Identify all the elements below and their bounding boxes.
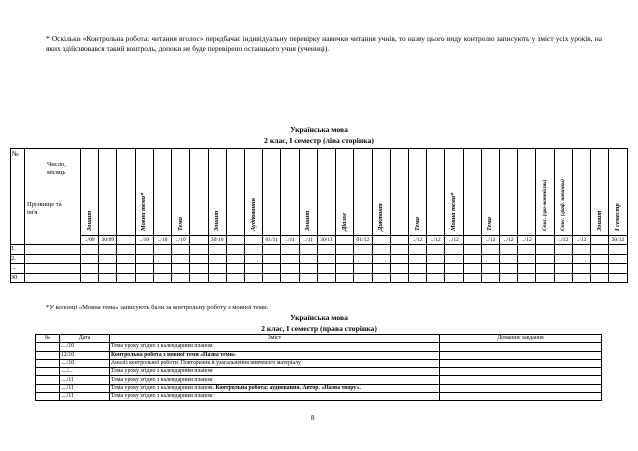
lesson-plan-table <box>35 334 602 401</box>
grade-cell[interactable] <box>572 254 590 264</box>
grade-cell[interactable] <box>317 245 335 255</box>
plan-homework-cell <box>440 343 602 351</box>
date-cell <box>463 236 481 245</box>
grade-cell[interactable] <box>609 245 627 255</box>
plan-homework-cell <box>440 359 602 367</box>
grade-cell[interactable] <box>263 273 281 283</box>
grid-column-header <box>117 149 135 236</box>
grade-cell[interactable] <box>463 245 481 255</box>
plan-row <box>36 343 602 351</box>
grade-cell[interactable] <box>463 264 481 274</box>
date-cell: ../12 <box>554 236 572 245</box>
grade-cell[interactable] <box>299 273 317 283</box>
grade-cell[interactable] <box>317 273 335 283</box>
grade-cell[interactable] <box>572 245 590 255</box>
date-cell <box>117 236 135 245</box>
plan-no-cell <box>36 368 60 376</box>
plan-row <box>36 359 602 367</box>
grid-column-header <box>445 149 463 236</box>
row-number: 2. <box>11 254 25 264</box>
grade-cell[interactable] <box>172 264 190 274</box>
grade-cell[interactable] <box>481 254 499 264</box>
date-cell: ../10 <box>153 236 171 245</box>
grade-cell[interactable] <box>226 264 244 274</box>
grid-label-header <box>25 149 81 245</box>
grade-cell[interactable] <box>445 273 463 283</box>
plan-homework-cell <box>440 384 602 392</box>
grade-cell[interactable] <box>263 254 281 264</box>
grade-cell[interactable] <box>81 273 99 283</box>
grade-cell[interactable] <box>99 254 117 264</box>
plan-content-text: Контрольна робота з мовної теми «Назва теми» <box>111 351 236 358</box>
row-number: ... <box>11 264 25 274</box>
plan-date-cell: ..../11 <box>60 393 110 401</box>
grade-cell[interactable] <box>390 254 408 264</box>
plan-content-extra: Контрольна робота: аудіювання. Автор. «Назва твору». <box>215 384 361 391</box>
grade-cell[interactable] <box>135 264 153 274</box>
grade-cell[interactable] <box>354 273 372 283</box>
grade-cell[interactable] <box>317 264 335 274</box>
student-row <box>11 254 628 264</box>
grade-cell[interactable] <box>81 264 99 274</box>
plan-content-cell <box>110 368 440 376</box>
grade-cell[interactable] <box>244 245 262 255</box>
date-cell: ../12 <box>500 236 518 245</box>
grid-column-header <box>281 149 299 236</box>
grade-cell[interactable] <box>463 273 481 283</box>
grade-cell[interactable] <box>208 254 226 264</box>
date-cell: ../12 <box>427 236 445 245</box>
grade-cell[interactable] <box>354 245 372 255</box>
top-note: * Оскільки «Контрольна робота: читання вголос» передбачає індивідуальну перевірку навички читання учнів, то назву цього виду контролю записують у зміст усіх уроків, на яких здійснювався такий контроль, допоки не буде перевірено останнього учня (учениці). <box>46 34 602 53</box>
date-cell <box>226 236 244 245</box>
date-cell: ../12 <box>481 236 499 245</box>
plan-row <box>36 376 602 384</box>
grade-cell[interactable] <box>372 254 390 264</box>
plan-date-cell: ..../11 <box>60 384 110 392</box>
student-name-cell[interactable] <box>25 254 81 264</box>
grade-cell[interactable] <box>299 245 317 255</box>
grade-cell[interactable] <box>445 245 463 255</box>
grid-column-header <box>500 149 518 236</box>
plan-content-cell <box>110 376 440 384</box>
date-cell: ../10 <box>135 236 153 245</box>
grid-column-header <box>518 149 536 236</box>
grid-column-header <box>81 149 99 236</box>
grade-cell[interactable] <box>135 254 153 264</box>
grade-cell[interactable] <box>536 273 554 283</box>
plan-no-cell <box>36 384 60 392</box>
grade-cell[interactable] <box>354 254 372 264</box>
left-page-subtitle: 2 клас, I семестр (ліва сторінка) <box>264 136 374 145</box>
plan-content-cell <box>110 393 440 401</box>
grade-cell[interactable] <box>481 245 499 255</box>
column-label: Спис. (граф. навички) <box>560 179 567 231</box>
column-label: Мовна тема* <box>140 192 148 231</box>
plan-date-cell: ..../10 <box>60 359 110 367</box>
plan-homework-cell <box>440 351 602 359</box>
plan-content-cell <box>110 384 440 392</box>
grade-cell[interactable] <box>281 245 299 255</box>
grade-cell[interactable] <box>372 273 390 283</box>
date-label: Число, місяць <box>47 161 66 176</box>
grid-column-header <box>591 149 609 236</box>
date-cell: 30/10 <box>208 236 226 245</box>
column-label: Спис. (гра-мотність) <box>542 179 549 231</box>
date-cell: ../12 <box>518 236 536 245</box>
grade-cell[interactable] <box>117 245 135 255</box>
grid-column-header <box>208 149 226 236</box>
grade-cell[interactable] <box>427 254 445 264</box>
plan-content-text: Тема уроку згідно з календарним планом. <box>111 384 214 391</box>
grid-column-header <box>244 149 262 236</box>
plan-date-cell: ..../... <box>60 368 110 376</box>
plan-no-cell <box>36 343 60 351</box>
date-cell <box>591 236 609 245</box>
grade-cell[interactable] <box>445 264 463 274</box>
plan-header-no: № <box>36 335 60 343</box>
plan-content-text: Тема уроку згідно з календарним планом <box>111 376 213 383</box>
grade-cell[interactable] <box>463 254 481 264</box>
grid-column-header <box>135 149 153 236</box>
column-label: I семестр <box>613 203 621 231</box>
student-name-cell[interactable] <box>25 245 81 255</box>
plan-content-text: Тема уроку згідно з календарним планом <box>111 393 213 400</box>
grade-cell[interactable] <box>208 273 226 283</box>
grade-cell[interactable] <box>317 254 335 264</box>
grade-cell[interactable] <box>135 273 153 283</box>
student-name-cell[interactable] <box>25 264 81 274</box>
grid-column-header <box>317 149 335 236</box>
grade-cell[interactable] <box>609 264 627 274</box>
grade-cell[interactable] <box>572 264 590 274</box>
column-label: Діалог <box>340 212 348 231</box>
student-name-cell[interactable] <box>25 273 81 283</box>
grade-cell[interactable] <box>408 264 426 274</box>
grade-cell[interactable] <box>408 245 426 255</box>
grid-column-header <box>408 149 426 236</box>
date-cell: ../12 <box>572 236 590 245</box>
column-label: Мовна тема* <box>449 192 457 231</box>
grade-cell[interactable] <box>336 273 354 283</box>
plan-header-homework: Домашнє завдання <box>440 335 602 343</box>
grid-column-header <box>299 149 317 236</box>
grid-column-header <box>609 149 627 236</box>
grade-cell[interactable] <box>591 264 609 274</box>
grade-cell[interactable] <box>299 254 317 264</box>
grid-header-row <box>11 149 628 236</box>
grade-cell[interactable] <box>226 273 244 283</box>
plan-content-cell <box>110 359 440 367</box>
plan-homework-cell <box>440 393 602 401</box>
plan-header-content: Зміст <box>110 335 440 343</box>
grade-cell[interactable] <box>390 245 408 255</box>
date-cell: 01/11 <box>263 236 281 245</box>
grade-cell[interactable] <box>281 273 299 283</box>
grid-column-header <box>572 149 590 236</box>
grade-cell[interactable] <box>153 273 171 283</box>
grade-cell[interactable] <box>390 264 408 274</box>
grade-cell[interactable] <box>372 264 390 274</box>
grade-cell[interactable] <box>153 264 171 274</box>
grade-cell[interactable] <box>518 254 536 264</box>
plan-header-date: Дата <box>60 335 110 343</box>
grade-cell[interactable] <box>572 273 590 283</box>
grade-cell[interactable] <box>554 254 572 264</box>
grid-no-header <box>11 149 25 245</box>
grade-cell[interactable] <box>117 254 135 264</box>
grid-column-header <box>190 149 208 236</box>
column-label: Тема <box>486 217 494 231</box>
journal-grid <box>10 148 628 283</box>
grade-cell[interactable] <box>190 245 208 255</box>
date-cell: 30/09 <box>99 236 117 245</box>
plan-row <box>36 393 602 401</box>
plan-row <box>36 351 602 359</box>
grade-cell[interactable] <box>408 273 426 283</box>
grade-cell[interactable] <box>518 264 536 274</box>
plan-header-row <box>36 335 602 343</box>
grade-cell[interactable] <box>591 245 609 255</box>
grade-cell[interactable] <box>172 273 190 283</box>
grid-column-header <box>336 149 354 236</box>
grade-cell[interactable] <box>609 273 627 283</box>
grid-column-header <box>481 149 499 236</box>
grade-cell[interactable] <box>117 264 135 274</box>
plan-no-cell <box>36 351 60 359</box>
grade-cell[interactable] <box>372 245 390 255</box>
grade-cell[interactable] <box>408 254 426 264</box>
student-row <box>11 264 628 274</box>
grade-cell[interactable] <box>99 245 117 255</box>
name-label: Прізвище та ім'я <box>27 201 62 216</box>
grade-cell[interactable] <box>500 264 518 274</box>
grade-cell[interactable] <box>354 264 372 274</box>
right-page-subject: Українська мова <box>290 313 348 322</box>
date-cell <box>536 236 554 245</box>
grade-cell[interactable] <box>299 264 317 274</box>
grade-cell[interactable] <box>208 245 226 255</box>
grade-cell[interactable] <box>336 264 354 274</box>
plan-row <box>36 368 602 376</box>
grade-cell[interactable] <box>135 245 153 255</box>
grid-column-header <box>153 149 171 236</box>
grade-cell[interactable] <box>263 264 281 274</box>
date-cell <box>390 236 408 245</box>
grid-column-header <box>263 149 281 236</box>
plan-row <box>36 384 602 392</box>
plan-no-cell <box>36 359 60 367</box>
column-label: Аудіювання <box>249 198 257 231</box>
grid-date-row <box>11 236 628 245</box>
plan-homework-cell <box>440 376 602 384</box>
grade-cell[interactable] <box>427 245 445 255</box>
grid-column-header <box>172 149 190 236</box>
grade-cell[interactable] <box>281 264 299 274</box>
plan-content-text: Тема уроку згідно з календарним планом <box>111 368 213 375</box>
grade-cell[interactable] <box>500 273 518 283</box>
grade-cell[interactable] <box>427 273 445 283</box>
grade-cell[interactable] <box>390 273 408 283</box>
grade-cell[interactable] <box>518 273 536 283</box>
grade-cell[interactable] <box>481 264 499 274</box>
grade-cell[interactable] <box>536 254 554 264</box>
plan-date-cell: 12/10 <box>60 351 110 359</box>
column-label: Зошит <box>213 210 221 231</box>
grade-cell[interactable] <box>190 254 208 264</box>
right-page-subtitle: 2 клас, I семестр (права сторінка) <box>261 324 377 333</box>
page-number: 8 <box>311 414 315 422</box>
grade-cell[interactable] <box>336 245 354 255</box>
plan-no-cell <box>36 393 60 401</box>
grid-column-header <box>372 149 390 236</box>
date-cell: ../12 <box>408 236 426 245</box>
grade-cell[interactable] <box>263 245 281 255</box>
grade-cell[interactable] <box>172 245 190 255</box>
grade-cell[interactable] <box>536 264 554 274</box>
grid-column-header <box>226 149 244 236</box>
grade-cell[interactable] <box>500 254 518 264</box>
column-label: Зошит <box>595 210 603 231</box>
grade-cell[interactable] <box>244 273 262 283</box>
date-cell <box>190 236 208 245</box>
grade-cell[interactable] <box>153 254 171 264</box>
grade-cell[interactable] <box>190 264 208 274</box>
date-cell: ../09 <box>81 236 99 245</box>
grade-cell[interactable] <box>427 264 445 274</box>
grid-column-header <box>536 149 554 236</box>
grade-cell[interactable] <box>591 273 609 283</box>
student-row <box>11 245 628 255</box>
plan-no-cell <box>36 376 60 384</box>
grade-cell[interactable] <box>172 254 190 264</box>
grade-cell[interactable] <box>226 245 244 255</box>
row-number: 30 <box>11 273 25 283</box>
grade-cell[interactable] <box>536 245 554 255</box>
date-cell: 01/12 <box>354 236 372 245</box>
grade-cell[interactable] <box>554 264 572 274</box>
plan-homework-cell <box>440 368 602 376</box>
date-cell <box>372 236 390 245</box>
grade-cell[interactable] <box>208 264 226 274</box>
plan-content-text: Аналіз контрольної роботи. Повторення й узагальнення вивченого матеріалу <box>111 360 301 367</box>
grade-cell[interactable] <box>117 273 135 283</box>
grade-cell[interactable] <box>445 254 463 264</box>
student-row <box>11 273 628 283</box>
grid-column-header <box>390 149 408 236</box>
row-number: 1. <box>11 245 25 255</box>
plan-date-cell: ..../11 <box>60 376 110 384</box>
plan-date-cell: ..../10 <box>60 343 110 351</box>
plan-content-cell <box>110 343 440 351</box>
grade-cell[interactable] <box>591 254 609 264</box>
grade-cell[interactable] <box>554 273 572 283</box>
date-cell: ../11 <box>281 236 299 245</box>
column-label: Диктант <box>377 203 385 231</box>
column-label: Тема <box>176 217 184 231</box>
column-label: Тема <box>413 217 421 231</box>
date-cell: ../10 <box>172 236 190 245</box>
footnote: *У колонці «Мовна тема» записують бали за контрольну роботу з мовної теми. <box>46 304 269 311</box>
grade-cell[interactable] <box>281 254 299 264</box>
grid-column-header <box>463 149 481 236</box>
date-cell: ../11 <box>299 236 317 245</box>
grade-cell[interactable] <box>81 254 99 264</box>
grid-column-header <box>354 149 372 236</box>
date-cell <box>336 236 354 245</box>
grid-column-header <box>554 149 572 236</box>
grade-cell[interactable] <box>481 273 499 283</box>
grade-cell[interactable] <box>500 245 518 255</box>
grade-cell[interactable] <box>518 245 536 255</box>
date-cell <box>244 236 262 245</box>
grid-no-label: № <box>12 150 19 158</box>
plan-content-text: Тема уроку згідно з календарним планом <box>111 343 213 350</box>
date-cell: 30/11 <box>317 236 335 245</box>
grade-cell[interactable] <box>99 273 117 283</box>
grade-cell[interactable] <box>153 245 171 255</box>
grade-cell[interactable] <box>190 273 208 283</box>
grade-cell[interactable] <box>244 254 262 264</box>
left-page-subject: Українська мова <box>290 125 348 134</box>
column-label: Зошит <box>304 210 312 231</box>
grade-cell[interactable] <box>336 254 354 264</box>
date-cell: 30/12 <box>609 236 627 245</box>
grid-column-header <box>99 149 117 236</box>
plan-content-cell <box>110 351 440 359</box>
grade-cell[interactable] <box>244 264 262 274</box>
grid-column-header <box>427 149 445 236</box>
date-cell: ../12 <box>445 236 463 245</box>
grade-cell[interactable] <box>99 264 117 274</box>
grade-cell[interactable] <box>609 254 627 264</box>
grade-cell[interactable] <box>554 245 572 255</box>
grade-cell[interactable] <box>81 245 99 255</box>
grade-cell[interactable] <box>226 254 244 264</box>
column-label: Зошит <box>85 210 93 231</box>
